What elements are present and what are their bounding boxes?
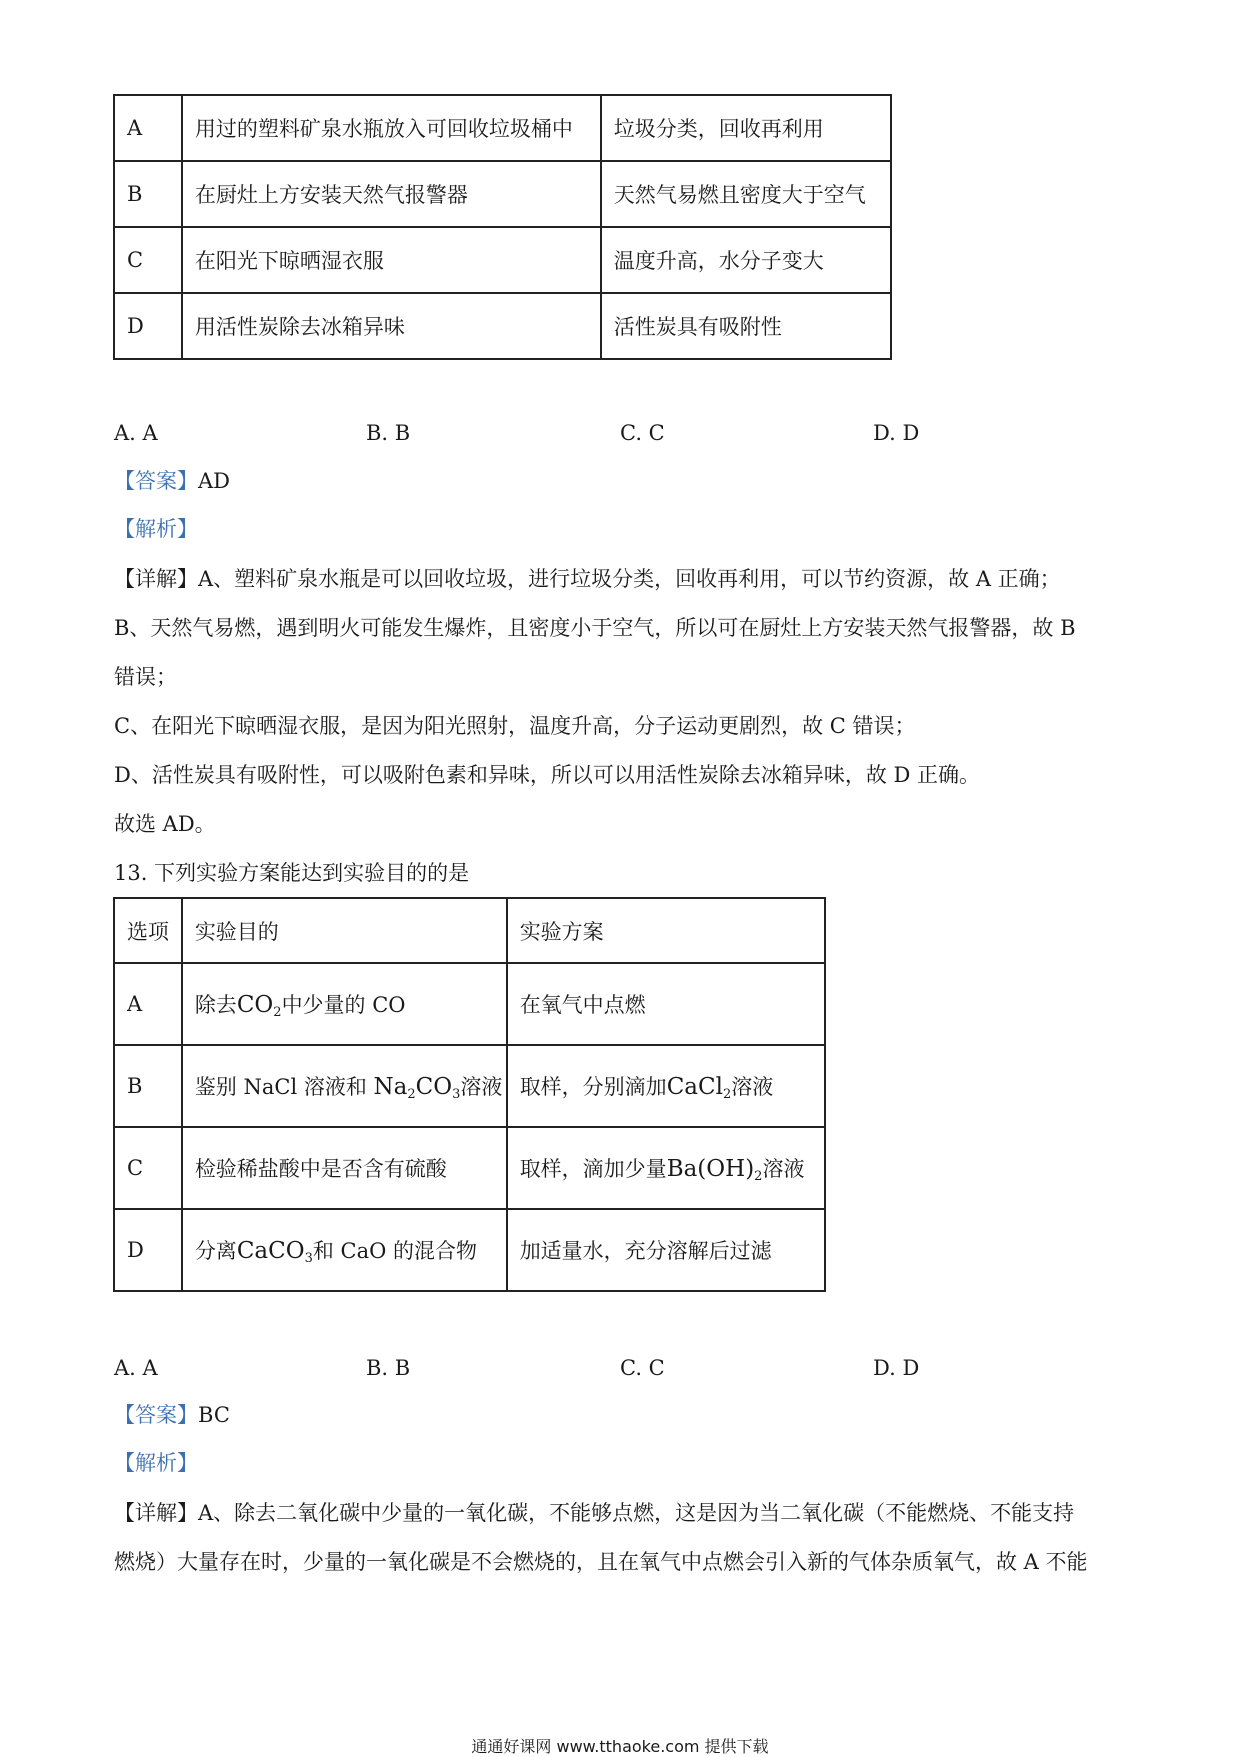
header-option: 选项 [114, 898, 182, 963]
header-plan: 实验方案 [507, 898, 825, 963]
detail-line: 故选 AD。 [114, 812, 216, 836]
table-q13 [113, 897, 826, 1292]
answer-line [114, 1400, 230, 1430]
action-cell: 用过的塑料矿泉水瓶放入可回收垃圾桶中 [182, 95, 601, 161]
option-cell: B [114, 1045, 182, 1127]
choice-d: D. D [873, 1356, 920, 1380]
option-cell: D [114, 293, 182, 359]
answer-tag: 【答案】 [114, 469, 198, 493]
detail-text: A、除去二氧化碳中少量的一氧化碳，不能够点燃，这是因为当二氧化碳（不能燃烧、不能支持 [198, 1501, 1075, 1525]
analysis-tag: 【解析】 [114, 517, 198, 541]
choice-b: B. B [366, 421, 411, 445]
purpose-cell: 检验稀盐酸中是否含有硫酸 [182, 1127, 507, 1209]
detail-line: 错误； [114, 665, 177, 689]
plan-cell: 加适量水，充分溶解后过滤 [507, 1209, 825, 1291]
choice-a: A. A [114, 1356, 158, 1380]
answer-line [114, 466, 230, 496]
table-row [114, 293, 891, 359]
detail-tag: 【详解】 [114, 1501, 198, 1525]
answer-value: AD [198, 469, 231, 493]
purpose-cell: 鉴别 NaCl 溶液和 $Na_2CO_3$溶液 [182, 1045, 507, 1127]
reason-cell: 活性炭具有吸附性 [601, 293, 891, 359]
option-cell: B [114, 161, 182, 227]
analysis-tag: 【解析】 [114, 1451, 198, 1475]
detail-line: D、活性炭具有吸附性，可以吸附色素和异味，所以可以用活性炭除去冰箱异味，故 D 正确。 [114, 763, 981, 787]
choice-d: D. D [873, 421, 920, 445]
option-cell: A [114, 963, 182, 1045]
table-row [114, 1209, 825, 1291]
detail-tag: 【详解】 [114, 567, 198, 591]
table-q12 [113, 94, 892, 360]
choice-c: C. C [620, 1356, 665, 1380]
detail-line: C、在阳光下晾晒湿衣服，是因为阳光照射，温度升高，分子运动更剧烈，故 C 错误； [114, 714, 916, 738]
footer: 通通好课网 www.tthaoke.com 提供下载 [471, 1737, 769, 1756]
choice-b: B. B [366, 1356, 411, 1380]
reason-cell: 垃圾分类，回收再利用 [601, 95, 891, 161]
header-purpose: 实验目的 [182, 898, 507, 963]
detail-text: A、塑料矿泉水瓶是可以回收垃圾，进行垃圾分类，回收再利用，可以节约资源，故 A 正确； [198, 567, 1061, 591]
option-cell: C [114, 227, 182, 293]
option-cell: A [114, 95, 182, 161]
choice-c: C. C [620, 421, 665, 445]
plan-cell: 取样，分别滴加CaCl$_2$溶液 [507, 1045, 825, 1127]
plan-cell: 在氧气中点燃 [507, 963, 825, 1045]
action-cell: 在阳光下晾晒湿衣服 [182, 227, 601, 293]
table-row [114, 1127, 825, 1209]
reason-cell: 天然气易燃且密度大于空气 [601, 161, 891, 227]
choice-a: A. A [114, 421, 158, 445]
table-row [114, 95, 891, 161]
table-row [114, 161, 891, 227]
action-cell: 用活性炭除去冰箱异味 [182, 293, 601, 359]
detail-line: B、天然气易燃，遇到明火可能发生爆炸，且密度小于空气，所以可在厨灶上方安装天然气报警器，故 B [114, 616, 1076, 640]
table-row [114, 227, 891, 293]
table-header-row [114, 898, 825, 963]
answer-value: BC [198, 1403, 230, 1427]
detail-line [114, 564, 1061, 594]
question-stem: 13. 下列实验方案能达到实验目的的是 [114, 861, 470, 885]
detail-line [114, 1498, 1074, 1528]
option-cell: D [114, 1209, 182, 1291]
table-row [114, 1045, 825, 1127]
plan-cell: 取样，滴加少量$Ba(OH)_2$溶液 [507, 1127, 825, 1209]
answer-tag: 【答案】 [114, 1403, 198, 1427]
action-cell: 在厨灶上方安装天然气报警器 [182, 161, 601, 227]
detail-line: 燃烧）大量存在时，少量的一氧化碳是不会燃烧的，且在氧气中点燃会引入新的气体杂质氧气，故 A 不能 [114, 1550, 1088, 1574]
purpose-cell: 除去$CO_2$中少量的 CO [182, 963, 507, 1045]
reason-cell: 温度升高，水分子变大 [601, 227, 891, 293]
purpose-cell: 分离CaCO$_3$和 CaO 的混合物 [182, 1209, 507, 1291]
option-cell: C [114, 1127, 182, 1209]
table-row [114, 963, 825, 1045]
